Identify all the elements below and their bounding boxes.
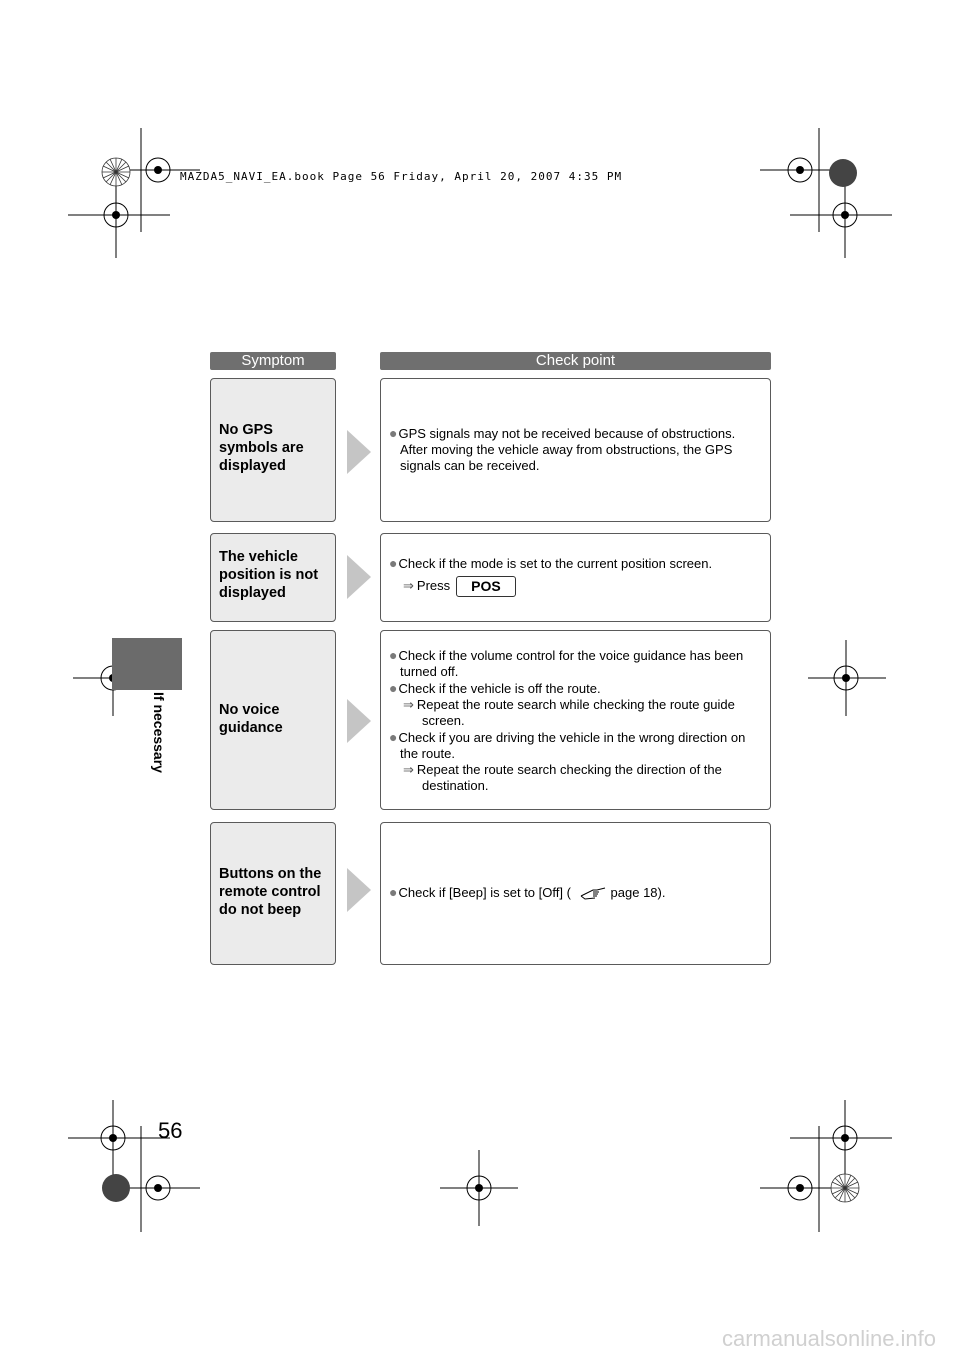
hand-pointer-icon bbox=[579, 887, 607, 901]
symptom-box bbox=[210, 822, 336, 965]
check-point-text: ●Check if [Beep] is set to [Off] ( page 18). bbox=[389, 884, 666, 900]
symptom-text: No GPS symbols are displayed bbox=[219, 422, 304, 474]
pos-button: POS bbox=[456, 576, 516, 597]
symptom-text: Buttons on the remote control do not beep bbox=[219, 866, 322, 918]
check-point-box bbox=[380, 378, 771, 522]
watermark: carmanualsonline.info bbox=[722, 1326, 937, 1351]
arrow-right-icon: ⇒ bbox=[403, 577, 414, 593]
check-point-box bbox=[380, 822, 771, 965]
symptom-box bbox=[210, 378, 336, 522]
bullet-icon: ● bbox=[389, 680, 398, 696]
section-label: If necessary bbox=[151, 692, 167, 773]
row-arrow bbox=[347, 555, 371, 599]
check-point-text: ●Check if the volume control for the voice guidance has been turned off. ●Check if the vehicle is off the route. ⇒ Repeat the route search while checking the route guide screen. ●Check if you are driving the vehicle in the wrong direction on the route. ⇒ Repeat the route search checking the direction of the destination. bbox=[389, 647, 746, 793]
arrow-right-icon: ⇒ bbox=[403, 697, 414, 712]
symptom-box bbox=[210, 630, 336, 810]
row-arrow bbox=[347, 699, 371, 743]
check-point-box bbox=[380, 533, 771, 622]
bullet-icon: ● bbox=[389, 555, 398, 571]
bullet-icon: ● bbox=[389, 729, 398, 745]
row-arrow bbox=[347, 868, 371, 912]
bullet-icon: ● bbox=[389, 425, 398, 441]
check-point-box bbox=[380, 630, 771, 810]
page-number: 56 bbox=[158, 1118, 183, 1143]
print-header: MAZDA5_NAVI_EA.book Page 56 Friday, April 20, 2007 4:35 PM bbox=[180, 170, 623, 183]
bullet-icon: ● bbox=[389, 884, 398, 900]
row-arrow bbox=[347, 430, 371, 474]
symptom-box bbox=[210, 533, 336, 622]
check-point-text: ●GPS signals may not be received because of obstructions. After moving the vehicle away from obstructions, the GPS signals can be received. bbox=[389, 425, 736, 473]
arrow-right-icon: ⇒ bbox=[403, 762, 414, 777]
bullet-icon: ● bbox=[389, 647, 398, 663]
check-point-column-header: Check point bbox=[380, 352, 771, 370]
section-tab bbox=[112, 638, 182, 690]
symptom-text: The vehicle position is not displayed bbox=[219, 549, 319, 601]
check-point-text: ●Check if the mode is set to the current position screen. ⇒ Press POS bbox=[381, 534, 770, 597]
symptom-column-header: Symptom bbox=[210, 352, 336, 370]
symptom-text: No voice guidance bbox=[219, 702, 283, 736]
